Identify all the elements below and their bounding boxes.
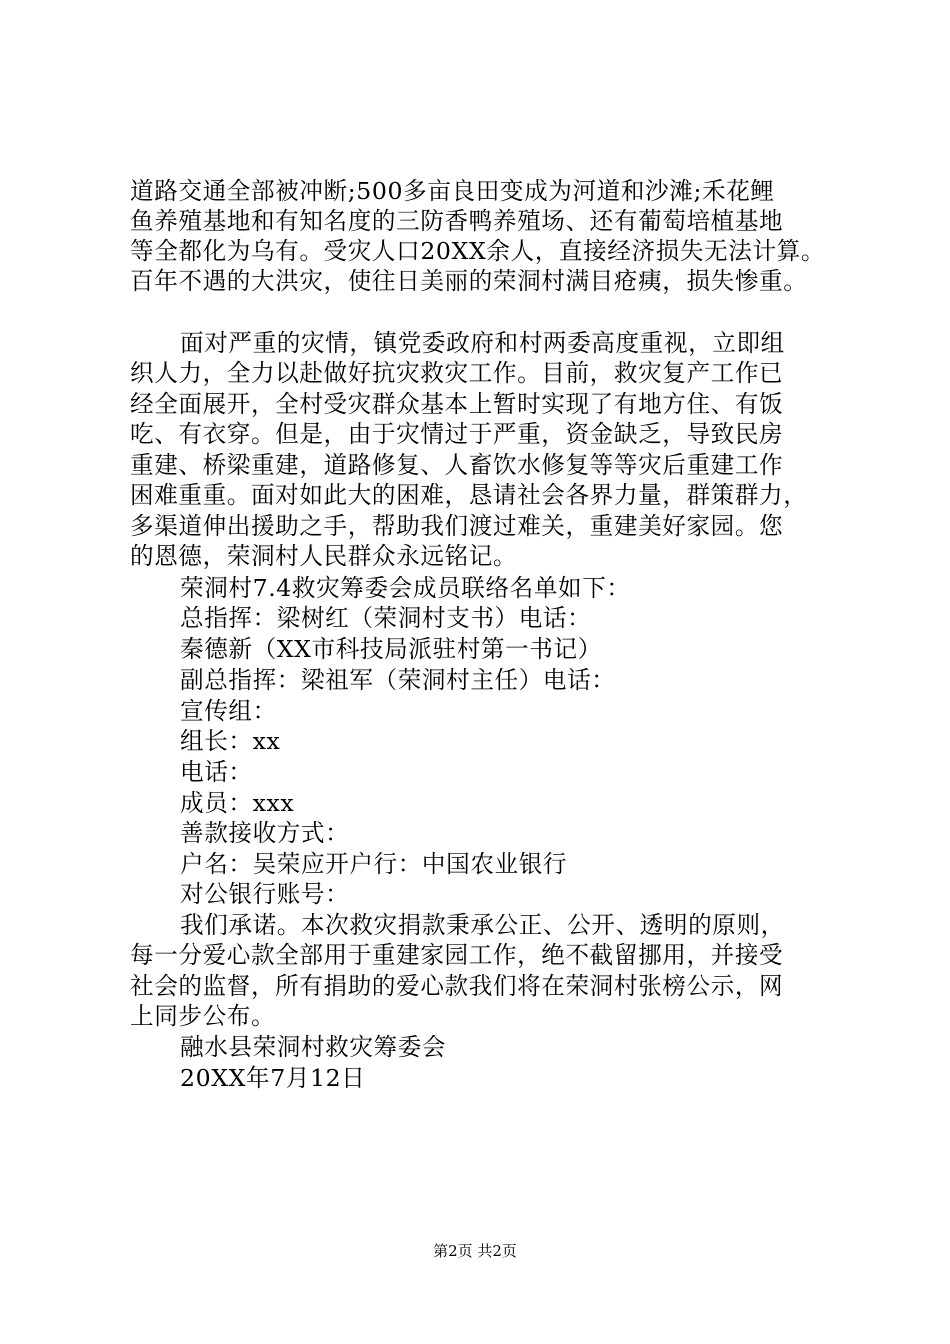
donation-method-label: 善款接收方式： bbox=[180, 819, 350, 847]
text-line: 的恩德，荣洞村人民群众永远铭记。 bbox=[130, 542, 518, 570]
text-line: 上同步公布。 bbox=[130, 1002, 276, 1030]
text-line: 重建、桥梁重建，道路修复、人畜饮水修复等等灾后重建工作 bbox=[130, 451, 784, 479]
text-line: 鱼养殖基地和有知名度的三防香鸭养殖场、还有葡萄培植基地 bbox=[130, 207, 784, 235]
text-line: 我们承诺。本次救灾捐款秉承公正、公开、透明的原则， bbox=[180, 911, 785, 939]
text-line: 道路交通全部被冲断;500多亩良田变成为河道和沙滩;禾花鲤 bbox=[130, 177, 775, 205]
account-name-entry: 户名：吴荣应开户行：中国农业银行 bbox=[180, 850, 568, 878]
text-line: 吃、有衣穿。但是，由于灾情过于严重，资金缺乏，导致民房 bbox=[130, 420, 784, 448]
text-line: 织人力，全力以赴做好抗灾救灾工作。目前，救灾复产工作已 bbox=[130, 359, 784, 387]
secretary-entry: 秦德新（XX市科技局派驻村第一书记） bbox=[180, 635, 602, 663]
page-number-footer: 第2页 共2页 bbox=[433, 1242, 517, 1260]
text-line: 经全面展开，全村受灾群众基本上暂时实现了有地方住、有饭 bbox=[130, 390, 784, 418]
committee-intro: 荣洞村7.4救灾筹委会成员联络名单如下： bbox=[180, 574, 631, 602]
vice-commander-entry: 副总指挥：梁祖军（荣洞村主任）电话： bbox=[180, 666, 616, 694]
commander-entry: 总指挥：梁树红（荣洞村支书）电话： bbox=[180, 604, 592, 632]
phone-entry: 电话： bbox=[180, 758, 253, 786]
publicity-group-heading: 宣传组： bbox=[180, 697, 277, 725]
text-line: 社会的监督，所有捐助的爱心款我们将在荣洞村张榜公示，网 bbox=[130, 972, 784, 1000]
text-line: 等全都化为乌有。受灾人口20XX余人，直接经济损失无法计算。 bbox=[130, 237, 826, 265]
account-number-label: 对公银行账号： bbox=[180, 880, 350, 908]
signature-organization: 融水县荣洞村救灾筹委会 bbox=[180, 1033, 447, 1061]
members-entry: 成员：xxx bbox=[180, 789, 295, 817]
text-line: 百年不遇的大洪灾，使往日美丽的荣洞村满目疮痍，损失惨重。 bbox=[130, 267, 808, 295]
text-line: 面对严重的灾情，镇党委政府和村两委高度重视，立即组 bbox=[180, 329, 785, 357]
signature-date: 20XX年7月12日 bbox=[180, 1064, 366, 1092]
text-line: 每一分爱心款全部用于重建家园工作，绝不截留挪用，并接受 bbox=[130, 941, 784, 969]
group-leader-entry: 组长：xx bbox=[180, 727, 281, 755]
text-line: 多渠道伸出援助之手，帮助我们渡过难关，重建美好家园。您 bbox=[130, 512, 784, 540]
text-line: 困难重重。面对如此大的困难，恳请社会各界力量，群策群力， bbox=[130, 481, 808, 509]
